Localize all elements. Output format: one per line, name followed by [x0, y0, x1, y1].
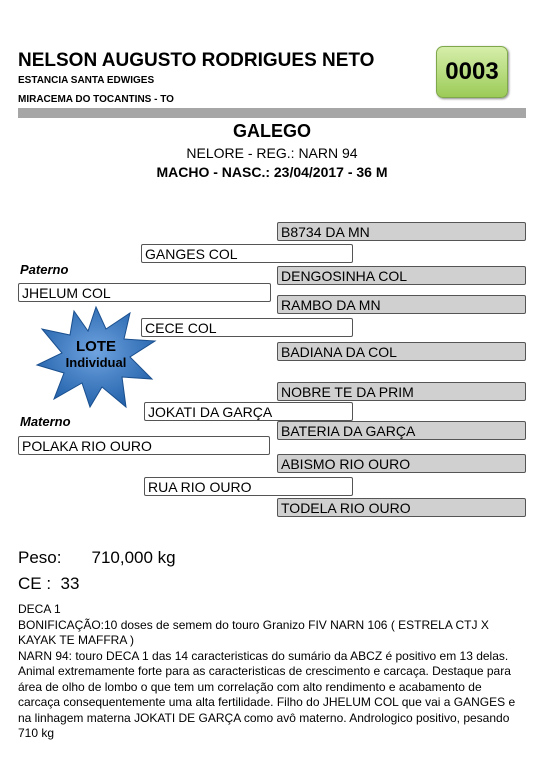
pedigree-mgf-sire: NOBRE TE DA PRIM: [277, 382, 526, 401]
pedigree-father: JHELUM COL: [18, 283, 271, 302]
owner-name: NELSON AUGUSTO RODRIGUES NETO: [18, 50, 375, 71]
pedigree-pgf-dam: DENGOSINHA COL: [277, 266, 526, 285]
weight-label: Peso:: [18, 548, 62, 567]
pedigree-pgm-dam: BADIANA DA COL: [277, 342, 526, 361]
pedigree-maternal-grandmother: RUA RIO OURO: [144, 477, 353, 496]
animal-breed-registration: NELORE - REG.: NARN 94: [186, 145, 358, 161]
maternal-label: Materno: [20, 414, 71, 429]
pedigree-pgm-sire: RAMBO DA MN: [277, 295, 526, 314]
note-bonus: BONIFICAÇÃO:10 doses de semem do touro Granizo FIV NARN 106 ( ESTRELA CTJ X KAYAK TE MAFFRA ): [18, 617, 489, 647]
pedigree-pgf-sire: B8734 DA MN: [277, 222, 526, 241]
paternal-label: Paterno: [20, 262, 69, 277]
note-description: NARN 94: touro DECA 1 das 14 caracteristicas do sumário da ABCZ é positivo em 13 delas. Animal extremamente forte para as caracteristicas de crescimento e carcaça. Destaque para área de olho de lombo o que tem um correlação com alto rendimento e acabamento de carcaça consequentemente uma alta fertilidade. Filho do JHELUM COL que vai a GANGES e na linhagem materna JOKATI DE GARÇA como avô materno. Andrologico positivo, pesando 710 kg: [18, 648, 516, 740]
notes-block: [18, 602, 518, 742]
ce-row: [18, 574, 79, 594]
pedigree-mgm-dam: TODELA RIO OURO: [277, 498, 526, 517]
lote-badge-line1: LOTE: [76, 338, 116, 355]
pedigree-mgm-sire: ABISMO RIO OURO: [277, 454, 526, 473]
animal-sex-birth: MACHO - NASC.: 23/04/2017 - 36 M: [156, 164, 388, 180]
farm-name: ESTANCIA SANTA EDWIGES: [18, 75, 155, 86]
ce-value: 33: [60, 574, 80, 593]
pedigree-maternal-grandfather: JOKATI DA GARÇA: [144, 402, 353, 421]
lote-badge-line2: Individual: [65, 355, 127, 370]
pedigree-paternal-grandfather: GANGES COL: [141, 244, 353, 263]
animal-name: GALEGO: [232, 121, 311, 141]
lote-badge-text: [48, 338, 144, 370]
farm-city: MIRACEMA DO TOCANTINS - TO: [18, 94, 174, 105]
note-deca: DECA 1: [18, 602, 61, 616]
weight-value: 710,000 kg: [91, 548, 176, 567]
lot-number-badge: 0003: [436, 46, 508, 98]
ce-label: CE :: [18, 574, 52, 593]
pedigree-mother: POLAKA RIO OURO: [18, 436, 270, 455]
header-divider: [18, 108, 526, 118]
pedigree-paternal-grandmother: CECE COL: [141, 318, 353, 337]
pedigree-mgf-dam: BATERIA DA GARÇA: [277, 421, 526, 440]
weight-row: [18, 548, 176, 568]
